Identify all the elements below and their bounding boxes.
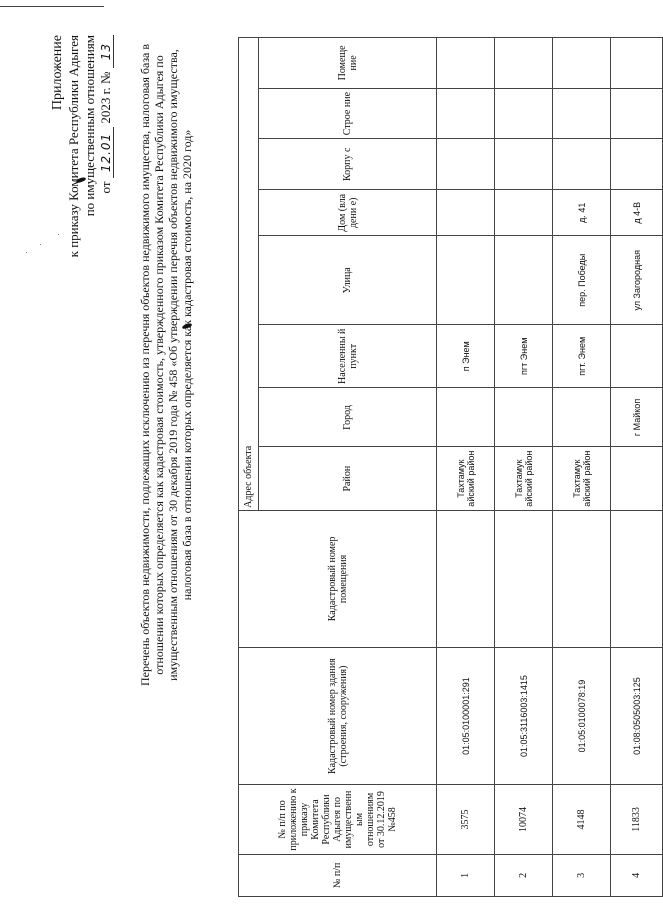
appendix-line-3: по имущественным отношениям [82,35,97,217]
cell-korpus [437,139,495,190]
cell-stroenie [553,88,611,139]
cell-num: 4 [611,854,663,896]
cell-building-cadastral: 01:05:3116003:1415 [495,647,553,784]
cell-district: Тахтамук айский район [553,447,611,510]
appendix-title: Приложение [50,35,65,111]
cell-district [611,447,663,510]
cell-appendix-num: 10074 [495,785,553,855]
header-city: Город [259,388,437,447]
objects-table [238,37,663,897]
date-prefix: от [98,181,113,194]
cell-locality: п Энем [437,325,495,388]
cell-locality: пгт. Энем [553,325,611,388]
cell-district: Тахтамук айский район [437,447,495,510]
appendix-line-2: к приказу Комитета Республики Адыгея [66,35,81,258]
cell-house: д. 41 [553,190,611,236]
cell-house [437,190,495,236]
header-locality: Населенны й пункт [259,325,437,388]
cell-street [495,236,553,325]
cell-city [495,388,553,447]
cell-building-cadastral: 01:08:0505003:125 [611,647,663,784]
appendix-block [50,35,114,285]
cell-stroenie [495,88,553,139]
cell-pomeshchenie [611,38,663,89]
header-building-cadastral: Кадастровый номер здания (строения, сооружения) [239,647,437,784]
cell-street: ул Загородная [611,236,663,325]
cell-korpus [553,139,611,190]
cell-num: 1 [437,854,495,896]
header-num: № п/п [239,854,437,896]
cell-district: Тахтамук айский район [495,447,553,510]
document-heading: Перечень объектов недвижимости, подлежащих исключению из перечня объектов недвижимого имущества, налоговая база в отношении которых определяется как кадастровая стоимость, утвержденного приказом Комитета Республики Адыгея по имущественным отношениям от 30 декабря 2019 года № 458 «Об утверждении перечня объектов недвижимого имущества, налоговая база в отношении которых определяется как кадастровая стоимость, на 2020 год» [138,43,194,687]
header-street: Улица [259,236,437,325]
cell-city [437,388,495,447]
date-year: 2023 г. № [98,71,113,124]
cell-city [553,388,611,447]
cell-stroenie [437,88,495,139]
cell-locality [611,325,663,388]
table-row [437,38,495,897]
cell-num: 2 [495,854,553,896]
header-pomeshchenie: Помеще ние [259,38,437,89]
cell-korpus [611,139,663,190]
header-stroenie: Строе ние [259,88,437,139]
cell-stroenie [611,88,663,139]
handwritten-date: 12.01 [99,127,114,178]
cell-premises-cadastral [611,510,663,647]
cell-house: д 4-В [611,190,663,236]
cell-street: пер. Победы [553,236,611,325]
table-row [495,38,553,897]
cell-appendix-num: 3575 [437,785,495,855]
cell-appendix-num: 4148 [553,785,611,855]
header-korpus: Корпу с [259,139,437,190]
cell-num: 3 [553,854,611,896]
cell-building-cadastral: 01:05:0100001:291 [437,647,495,784]
cell-premises-cadastral [495,510,553,647]
table-row [611,38,663,897]
header-premises-cadastral: Кадастровый номер помещения [239,510,437,647]
cell-house [495,190,553,236]
table-row [553,38,611,897]
cell-locality: пгт Энем [495,325,553,388]
cell-pomeshchenie [553,38,611,89]
cell-street [437,236,495,325]
cell-appendix-num: 11833 [611,785,663,855]
header-house: Дом (вла дени е) [259,190,437,236]
header-district: Район [259,447,437,510]
cell-pomeshchenie [495,38,553,89]
handwritten-order-number: 13 [99,35,114,68]
cell-city: г Майкоп [611,388,663,447]
header-address-group: Адрес объекта [239,38,259,511]
header-appendix-num: № п/п по приложению к приказу Комитета Республики Адыгея по имущественн ым отношениям от 30.12.2019 №458 [239,785,437,855]
cell-premises-cadastral [553,510,611,647]
cell-korpus [495,139,553,190]
appendix-date-line [98,35,114,285]
cell-building-cadastral: 01:05:0100078:19 [553,647,611,784]
cell-premises-cadastral [437,510,495,647]
cell-pomeshchenie [437,38,495,89]
